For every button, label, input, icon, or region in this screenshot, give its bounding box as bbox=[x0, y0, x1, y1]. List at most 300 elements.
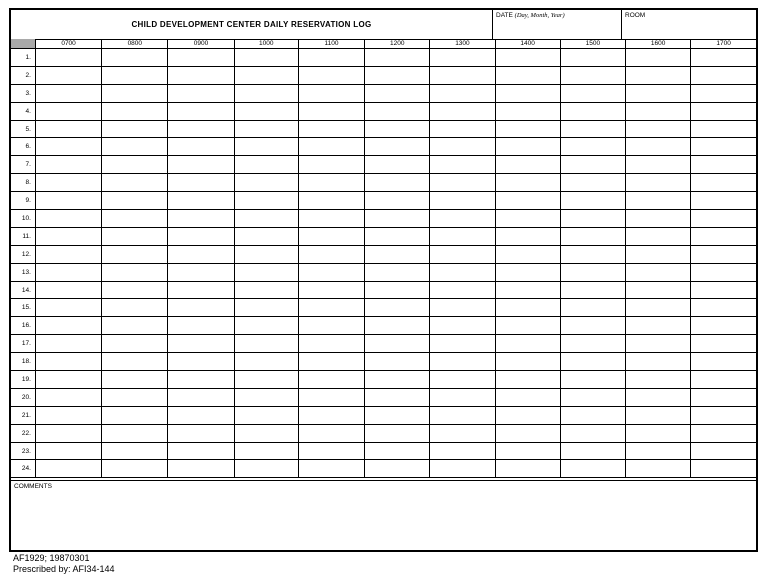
reservation-cell[interactable] bbox=[234, 102, 298, 120]
reservation-cell[interactable] bbox=[234, 192, 298, 210]
reservation-cell[interactable] bbox=[365, 138, 430, 156]
reservation-cell[interactable] bbox=[102, 424, 168, 442]
reservation-cell[interactable] bbox=[168, 406, 234, 424]
reservation-cell[interactable] bbox=[625, 406, 690, 424]
reservation-cell[interactable] bbox=[625, 102, 690, 120]
reservation-cell[interactable] bbox=[560, 371, 625, 389]
reservation-cell[interactable] bbox=[234, 66, 298, 84]
reservation-cell[interactable] bbox=[298, 120, 364, 138]
reservation-cell[interactable] bbox=[102, 388, 168, 406]
reservation-cell[interactable] bbox=[234, 335, 298, 353]
reservation-cell[interactable] bbox=[102, 406, 168, 424]
reservation-cell[interactable] bbox=[35, 210, 101, 228]
reservation-cell[interactable] bbox=[168, 84, 234, 102]
time-header-0800: 0800 bbox=[102, 39, 168, 49]
table-row bbox=[11, 299, 756, 317]
reservation-cell[interactable] bbox=[691, 49, 756, 67]
time-header-0700: 0700 bbox=[35, 39, 101, 49]
reservation-cell[interactable] bbox=[495, 460, 560, 478]
reservation-cell[interactable] bbox=[365, 299, 430, 317]
reservation-cell[interactable] bbox=[625, 299, 690, 317]
reservation-cell[interactable] bbox=[102, 442, 168, 460]
reservation-cell[interactable] bbox=[560, 66, 625, 84]
reservation-cell[interactable] bbox=[430, 353, 495, 371]
reservation-cell[interactable] bbox=[35, 102, 101, 120]
reservation-cell[interactable] bbox=[625, 66, 690, 84]
prescribed-by: Prescribed by: AFI34-144 bbox=[13, 564, 115, 574]
reservation-cell[interactable] bbox=[234, 156, 298, 174]
time-header-1600: 1600 bbox=[625, 39, 690, 49]
reservation-cell[interactable] bbox=[430, 227, 495, 245]
reservation-cell[interactable] bbox=[102, 317, 168, 335]
reservation-cell[interactable] bbox=[168, 263, 234, 281]
reservation-cell[interactable] bbox=[365, 210, 430, 228]
reservation-cell[interactable] bbox=[365, 281, 430, 299]
reservation-cell[interactable] bbox=[102, 66, 168, 84]
reservation-cell[interactable] bbox=[298, 138, 364, 156]
reservation-cell[interactable] bbox=[168, 442, 234, 460]
reservation-cell[interactable] bbox=[365, 353, 430, 371]
reservation-cell[interactable] bbox=[560, 353, 625, 371]
reservation-cell[interactable] bbox=[495, 299, 560, 317]
reservation-cell[interactable] bbox=[35, 424, 101, 442]
table-row bbox=[11, 335, 756, 353]
reservation-cell[interactable] bbox=[495, 371, 560, 389]
reservation-cell[interactable] bbox=[168, 388, 234, 406]
reservation-cell[interactable] bbox=[234, 353, 298, 371]
reservation-cell[interactable] bbox=[495, 335, 560, 353]
reservation-cell[interactable] bbox=[168, 174, 234, 192]
reservation-cell[interactable] bbox=[102, 49, 168, 67]
reservation-cell[interactable] bbox=[560, 49, 625, 67]
reservation-cell[interactable] bbox=[298, 460, 364, 478]
reservation-cell[interactable] bbox=[365, 102, 430, 120]
reservation-cell[interactable] bbox=[168, 460, 234, 478]
reservation-cell[interactable] bbox=[691, 120, 756, 138]
reservation-cell[interactable] bbox=[35, 227, 101, 245]
reservation-cell[interactable] bbox=[560, 210, 625, 228]
reservation-cell[interactable] bbox=[298, 263, 364, 281]
reservation-cell[interactable] bbox=[625, 263, 690, 281]
reservation-cell[interactable] bbox=[691, 371, 756, 389]
reservation-cell[interactable] bbox=[35, 299, 101, 317]
reservation-cell[interactable] bbox=[560, 388, 625, 406]
reservation-cell[interactable] bbox=[430, 424, 495, 442]
reservation-cell[interactable] bbox=[365, 388, 430, 406]
reservation-cell[interactable] bbox=[625, 442, 690, 460]
reservation-cell[interactable] bbox=[234, 263, 298, 281]
reservation-cell[interactable] bbox=[495, 227, 560, 245]
reservation-cell[interactable] bbox=[365, 460, 430, 478]
reservation-cell[interactable] bbox=[298, 388, 364, 406]
reservation-cell[interactable] bbox=[365, 174, 430, 192]
table-row bbox=[11, 281, 756, 299]
reservation-cell[interactable] bbox=[168, 281, 234, 299]
reservation-cell[interactable] bbox=[168, 138, 234, 156]
reservation-cell[interactable] bbox=[102, 335, 168, 353]
reservation-cell[interactable] bbox=[625, 120, 690, 138]
reservation-cell[interactable] bbox=[102, 353, 168, 371]
reservation-cell[interactable] bbox=[560, 424, 625, 442]
reservation-cell[interactable] bbox=[168, 49, 234, 67]
reservation-cell[interactable] bbox=[495, 406, 560, 424]
reservation-cell[interactable] bbox=[35, 317, 101, 335]
reservation-cell[interactable] bbox=[691, 174, 756, 192]
reservation-cell[interactable] bbox=[35, 406, 101, 424]
row-number: 16. bbox=[11, 317, 35, 335]
reservation-cell[interactable] bbox=[102, 156, 168, 174]
reservation-cell[interactable] bbox=[495, 192, 560, 210]
reservation-cell[interactable] bbox=[298, 66, 364, 84]
reservation-cell[interactable] bbox=[625, 245, 690, 263]
reservation-cell[interactable] bbox=[168, 66, 234, 84]
reservation-cell[interactable] bbox=[560, 281, 625, 299]
reservation-cell[interactable] bbox=[495, 245, 560, 263]
reservation-cell[interactable] bbox=[625, 424, 690, 442]
reservation-cell[interactable] bbox=[168, 424, 234, 442]
reservation-cell[interactable] bbox=[298, 424, 364, 442]
row-number: 18. bbox=[11, 353, 35, 371]
reservation-cell[interactable] bbox=[430, 281, 495, 299]
table-row bbox=[11, 174, 756, 192]
reservation-cell[interactable] bbox=[691, 335, 756, 353]
reservation-cell[interactable] bbox=[35, 353, 101, 371]
reservation-cell[interactable] bbox=[691, 245, 756, 263]
reservation-cell[interactable] bbox=[430, 210, 495, 228]
reservation-cell[interactable] bbox=[298, 335, 364, 353]
reservation-cell[interactable] bbox=[560, 174, 625, 192]
reservation-cell[interactable] bbox=[560, 84, 625, 102]
reservation-cell[interactable] bbox=[430, 138, 495, 156]
reservation-cell[interactable] bbox=[35, 49, 101, 67]
reservation-cell[interactable] bbox=[168, 317, 234, 335]
reservation-cell[interactable] bbox=[234, 406, 298, 424]
time-header-1300: 1300 bbox=[430, 39, 495, 49]
reservation-cell[interactable] bbox=[102, 227, 168, 245]
reservation-cell[interactable] bbox=[430, 156, 495, 174]
reservation-cell[interactable] bbox=[625, 388, 690, 406]
reservation-cell[interactable] bbox=[298, 49, 364, 67]
reservation-cell[interactable] bbox=[35, 335, 101, 353]
reservation-cell[interactable] bbox=[35, 442, 101, 460]
reservation-cell[interactable] bbox=[168, 102, 234, 120]
reservation-cell[interactable] bbox=[298, 192, 364, 210]
reservation-cell[interactable] bbox=[35, 138, 101, 156]
reservation-cell[interactable] bbox=[102, 281, 168, 299]
reservation-cell[interactable] bbox=[102, 120, 168, 138]
reservation-cell[interactable] bbox=[625, 138, 690, 156]
reservation-cell[interactable] bbox=[365, 66, 430, 84]
reservation-cell[interactable] bbox=[35, 66, 101, 84]
reservation-cell[interactable] bbox=[365, 442, 430, 460]
reservation-cell[interactable] bbox=[298, 353, 364, 371]
reservation-cell[interactable] bbox=[430, 245, 495, 263]
reservation-cell[interactable] bbox=[35, 263, 101, 281]
date-field[interactable] bbox=[492, 10, 621, 39]
row-number: 24. bbox=[11, 460, 35, 478]
reservation-cell[interactable] bbox=[35, 156, 101, 174]
reservation-cell[interactable] bbox=[298, 156, 364, 174]
reservation-cell[interactable] bbox=[365, 335, 430, 353]
reservation-cell[interactable] bbox=[234, 245, 298, 263]
reservation-cell[interactable] bbox=[625, 49, 690, 67]
table-row bbox=[11, 371, 756, 389]
reservation-cell[interactable] bbox=[365, 317, 430, 335]
reservation-cell[interactable] bbox=[430, 406, 495, 424]
reservation-cell[interactable] bbox=[691, 84, 756, 102]
reservation-cell[interactable] bbox=[102, 245, 168, 263]
reservation-cell[interactable] bbox=[298, 102, 364, 120]
reservation-cell[interactable] bbox=[625, 460, 690, 478]
reservation-cell[interactable] bbox=[430, 49, 495, 67]
reservation-cell[interactable] bbox=[495, 281, 560, 299]
reservation-cell[interactable] bbox=[430, 335, 495, 353]
reservation-cell[interactable] bbox=[691, 138, 756, 156]
reservation-cell[interactable] bbox=[495, 263, 560, 281]
reservation-cell[interactable] bbox=[430, 371, 495, 389]
reservation-cell[interactable] bbox=[691, 353, 756, 371]
reservation-cell[interactable] bbox=[35, 460, 101, 478]
table-row bbox=[11, 388, 756, 406]
reservation-cell[interactable] bbox=[298, 210, 364, 228]
reservation-cell[interactable] bbox=[102, 371, 168, 389]
reservation-cell[interactable] bbox=[691, 156, 756, 174]
reservation-cell[interactable] bbox=[691, 406, 756, 424]
reservation-cell[interactable] bbox=[430, 192, 495, 210]
reservation-cell[interactable] bbox=[430, 84, 495, 102]
table-row bbox=[11, 156, 756, 174]
reservation-cell[interactable] bbox=[430, 174, 495, 192]
reservation-cell[interactable] bbox=[691, 210, 756, 228]
reservation-cell[interactable] bbox=[298, 299, 364, 317]
reservation-cell[interactable] bbox=[625, 192, 690, 210]
reservation-cell[interactable] bbox=[691, 424, 756, 442]
reservation-cell[interactable] bbox=[430, 102, 495, 120]
reservation-cell[interactable] bbox=[625, 174, 690, 192]
reservation-cell[interactable] bbox=[495, 424, 560, 442]
reservation-cell[interactable] bbox=[625, 227, 690, 245]
reservation-cell[interactable] bbox=[168, 120, 234, 138]
reservation-cell[interactable] bbox=[560, 102, 625, 120]
reservation-cell[interactable] bbox=[168, 156, 234, 174]
reservation-cell[interactable] bbox=[430, 263, 495, 281]
reservation-cell[interactable] bbox=[560, 460, 625, 478]
reservation-cell[interactable] bbox=[234, 371, 298, 389]
room-field[interactable] bbox=[621, 10, 756, 39]
reservation-cell[interactable] bbox=[625, 84, 690, 102]
reservation-cell[interactable] bbox=[35, 388, 101, 406]
reservation-cell[interactable] bbox=[691, 442, 756, 460]
reservation-cell[interactable] bbox=[560, 120, 625, 138]
reservation-cell[interactable] bbox=[691, 227, 756, 245]
reservation-cell[interactable] bbox=[298, 281, 364, 299]
reservation-cell[interactable] bbox=[298, 371, 364, 389]
reservation-cell[interactable] bbox=[495, 156, 560, 174]
reservation-cell[interactable] bbox=[234, 281, 298, 299]
reservation-cell[interactable] bbox=[102, 299, 168, 317]
reservation-cell[interactable] bbox=[102, 138, 168, 156]
reservation-cell[interactable] bbox=[234, 442, 298, 460]
reservation-cell[interactable] bbox=[625, 281, 690, 299]
reservation-cell[interactable] bbox=[168, 210, 234, 228]
reservation-cell[interactable] bbox=[234, 317, 298, 335]
reservation-cell[interactable] bbox=[691, 281, 756, 299]
reservation-cell[interactable] bbox=[234, 299, 298, 317]
reservation-cell[interactable] bbox=[365, 263, 430, 281]
reservation-cell[interactable] bbox=[298, 245, 364, 263]
reservation-cell[interactable] bbox=[35, 371, 101, 389]
reservation-cell[interactable] bbox=[102, 460, 168, 478]
reservation-cell[interactable] bbox=[495, 388, 560, 406]
reservation-cell[interactable] bbox=[560, 245, 625, 263]
reservation-cell[interactable] bbox=[495, 49, 560, 67]
table-row bbox=[11, 406, 756, 424]
reservation-cell[interactable] bbox=[234, 120, 298, 138]
reservation-cell[interactable] bbox=[625, 353, 690, 371]
reservation-cell[interactable] bbox=[495, 84, 560, 102]
reservation-cell[interactable] bbox=[298, 227, 364, 245]
reservation-cell[interactable] bbox=[234, 424, 298, 442]
reservation-cell[interactable] bbox=[234, 49, 298, 67]
reservation-cell[interactable] bbox=[365, 227, 430, 245]
reservation-cell[interactable] bbox=[234, 138, 298, 156]
reservation-cell[interactable] bbox=[430, 388, 495, 406]
reservation-cell[interactable] bbox=[168, 299, 234, 317]
reservation-cell[interactable] bbox=[495, 120, 560, 138]
reservation-cell[interactable] bbox=[560, 406, 625, 424]
reservation-cell[interactable] bbox=[102, 102, 168, 120]
row-number: 2. bbox=[11, 66, 35, 84]
reservation-cell[interactable] bbox=[691, 299, 756, 317]
reservation-cell[interactable] bbox=[365, 156, 430, 174]
table-row bbox=[11, 120, 756, 138]
time-header-1500: 1500 bbox=[560, 39, 625, 49]
table-row bbox=[11, 66, 756, 84]
reservation-cell[interactable] bbox=[495, 210, 560, 228]
reservation-cell[interactable] bbox=[495, 138, 560, 156]
reservation-cell[interactable] bbox=[168, 353, 234, 371]
reservation-cell[interactable] bbox=[691, 66, 756, 84]
row-number: 20. bbox=[11, 388, 35, 406]
form-footer bbox=[13, 553, 115, 575]
reservation-cell[interactable] bbox=[234, 84, 298, 102]
reservation-cell[interactable] bbox=[625, 371, 690, 389]
reservation-cell[interactable] bbox=[168, 371, 234, 389]
reservation-cell[interactable] bbox=[691, 192, 756, 210]
row-number: 9. bbox=[11, 192, 35, 210]
reservation-cell[interactable] bbox=[560, 227, 625, 245]
reservation-cell[interactable] bbox=[430, 317, 495, 335]
reservation-cell[interactable] bbox=[691, 102, 756, 120]
reservation-cell[interactable] bbox=[35, 192, 101, 210]
reservation-cell[interactable] bbox=[234, 460, 298, 478]
reservation-cell[interactable] bbox=[35, 84, 101, 102]
reservation-cell[interactable] bbox=[365, 245, 430, 263]
reservation-cell[interactable] bbox=[625, 156, 690, 174]
reservation-cell[interactable] bbox=[298, 317, 364, 335]
reservation-cell[interactable] bbox=[102, 210, 168, 228]
reservation-cell[interactable] bbox=[298, 84, 364, 102]
reservation-cell[interactable] bbox=[430, 442, 495, 460]
reservation-cell[interactable] bbox=[430, 120, 495, 138]
reservation-cell[interactable] bbox=[168, 335, 234, 353]
reservation-cell[interactable] bbox=[560, 335, 625, 353]
reservation-cell[interactable] bbox=[102, 174, 168, 192]
reservation-cell[interactable] bbox=[495, 353, 560, 371]
row-number: 17. bbox=[11, 335, 35, 353]
reservation-log-form bbox=[9, 8, 758, 552]
reservation-cell[interactable] bbox=[691, 388, 756, 406]
reservation-cell[interactable] bbox=[365, 120, 430, 138]
reservation-cell[interactable] bbox=[430, 66, 495, 84]
reservation-cell[interactable] bbox=[560, 192, 625, 210]
reservation-cell[interactable] bbox=[365, 406, 430, 424]
reservation-cell[interactable] bbox=[234, 174, 298, 192]
reservation-cell[interactable] bbox=[495, 317, 560, 335]
reservation-cell[interactable] bbox=[430, 299, 495, 317]
reservation-cell[interactable] bbox=[35, 174, 101, 192]
reservation-cell[interactable] bbox=[168, 227, 234, 245]
reservation-cell[interactable] bbox=[298, 442, 364, 460]
reservation-cell[interactable] bbox=[234, 388, 298, 406]
comments-label: COMMENTS bbox=[14, 483, 52, 490]
reservation-cell[interactable] bbox=[234, 210, 298, 228]
reservation-cell[interactable] bbox=[560, 442, 625, 460]
reservation-cell[interactable] bbox=[365, 49, 430, 67]
reservation-cell[interactable] bbox=[430, 460, 495, 478]
reservation-cell[interactable] bbox=[560, 156, 625, 174]
row-number: 3. bbox=[11, 84, 35, 102]
reservation-cell[interactable] bbox=[168, 245, 234, 263]
reservation-cell[interactable] bbox=[365, 192, 430, 210]
reservation-cell[interactable] bbox=[691, 460, 756, 478]
reservation-cell[interactable] bbox=[560, 299, 625, 317]
reservation-cell[interactable] bbox=[365, 371, 430, 389]
table-row bbox=[11, 49, 756, 67]
reservation-cell[interactable] bbox=[625, 210, 690, 228]
reservation-cell[interactable] bbox=[298, 174, 364, 192]
reservation-cell[interactable] bbox=[234, 227, 298, 245]
reservation-cell[interactable] bbox=[102, 84, 168, 102]
reservation-cell[interactable] bbox=[35, 120, 101, 138]
header-corner bbox=[11, 39, 35, 49]
reservation-cell[interactable] bbox=[35, 281, 101, 299]
reservation-cell[interactable] bbox=[102, 263, 168, 281]
reservation-cell[interactable] bbox=[102, 192, 168, 210]
reservation-cell[interactable] bbox=[298, 406, 364, 424]
reservation-cell[interactable] bbox=[35, 245, 101, 263]
reservation-cell[interactable] bbox=[691, 317, 756, 335]
reservation-cell[interactable] bbox=[691, 263, 756, 281]
reservation-cell[interactable] bbox=[560, 138, 625, 156]
reservation-cell[interactable] bbox=[625, 317, 690, 335]
table-row bbox=[11, 317, 756, 335]
reservation-cell[interactable] bbox=[560, 263, 625, 281]
table-row bbox=[11, 424, 756, 442]
reservation-cell[interactable] bbox=[560, 317, 625, 335]
reservation-cell[interactable] bbox=[495, 442, 560, 460]
reservation-cell[interactable] bbox=[495, 174, 560, 192]
reservation-cell[interactable] bbox=[495, 102, 560, 120]
reservation-cell[interactable] bbox=[168, 192, 234, 210]
comments-field[interactable] bbox=[11, 480, 756, 552]
reservation-cell[interactable] bbox=[365, 424, 430, 442]
table-row bbox=[11, 192, 756, 210]
table-row bbox=[11, 138, 756, 156]
reservation-cell[interactable] bbox=[365, 84, 430, 102]
reservation-cell[interactable] bbox=[495, 66, 560, 84]
reservation-cell[interactable] bbox=[625, 335, 690, 353]
